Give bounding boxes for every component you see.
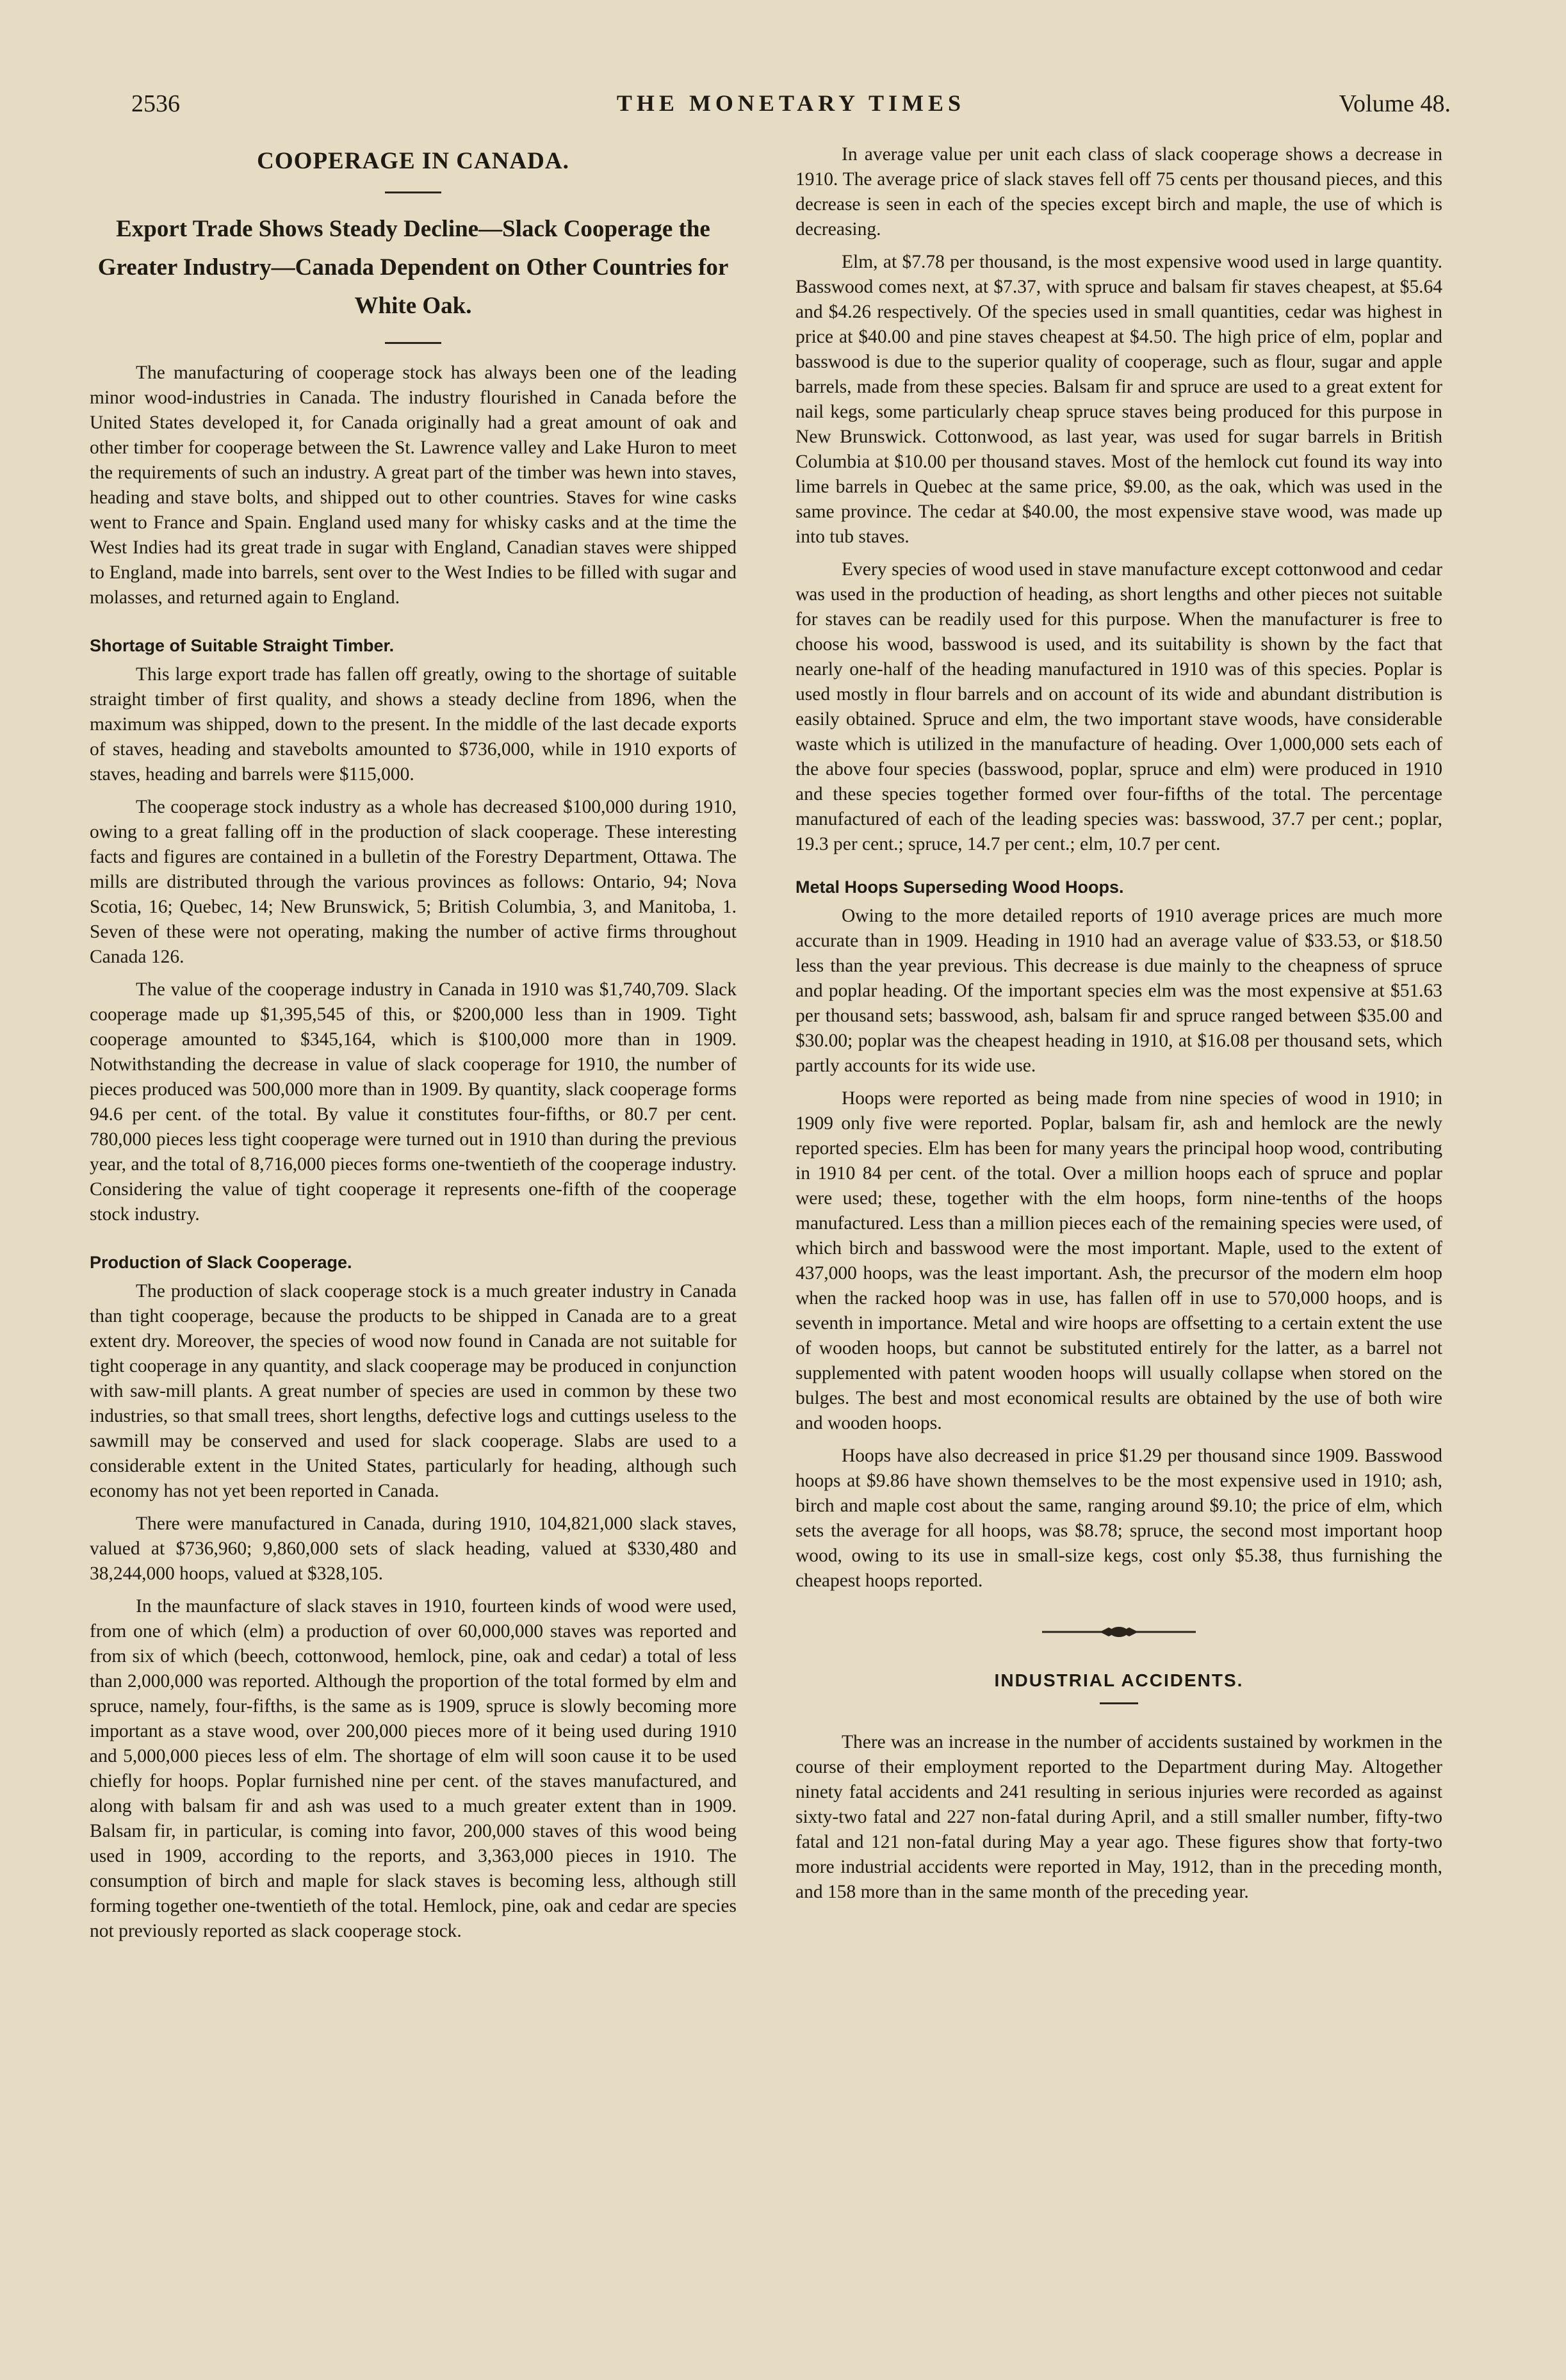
article-title: COOPERAGE IN CANADA. <box>257 148 569 174</box>
page-number: 2536 <box>131 90 180 117</box>
body-paragraph: In average value per unit each class of slack cooperage shows a decrease in 1910. The average price of slack staves fell off 75 cents per thousand pieces, and this decrease is seen in each of the species except birch and maple, the use of which is decreasing. <box>795 144 1442 240</box>
body-paragraph: Elm, at $7.78 per thousand, is the most expensive wood used in large quantity. Basswood comes next, at $7.37, with spruce and balsam fir staves cheapest, at $5.64 and $4.26 respectively. Of the species used in small quantities, cedar was highest in price at $40.00 and pine staves cheapest at $4.50. The high price of elm, poplar and basswood is due to the superior quality of cooperage, such as flour, sugar and apple barrels, made from these species. Balsam fir and spruce are used to a great extent for nail kegs, some particularly cheap spruce staves being produced for this purpose in New Brunswick. Cottonwood, as last year, was used for sugar barrels in British Columbia at $10.00 per thousand staves. Most of the hemlock cut found its way into lime barrels in Quebec at the same price, $9.00, as the oak, which was used in the same province. The cedar at $40.00, the most expensive stave wood, was made up into tub staves. <box>795 252 1442 547</box>
body-paragraph: The production of slack cooperage stock is a much greater industry in Canada than tight cooperage, because the products to be shipped in Canada are to a great extent dry. Moreover, the species of wood now found in Canada are not suitable for tight cooperage in any quantity, and slack cooperage may be produced in conjunction with saw-mill plants. A great number of species are used in common by these two industries, so that small trees, short lengths, defective logs and cuttings useless to the sawmill may be conserved and used for slack cooperage. Slabs are used to a considerable extent in the United States, particularly for heading, although such economy has not yet been reported in Canada. <box>90 1281 737 1501</box>
body-paragraph: This large export trade has fallen off greatly, owing to the shortage of suitable straight timber of first quality, and shows a steady decline from 1896, when the maximum was shipped, down to the present. In the middle of the last decade exports of staves, heading and stavebolts amounted to $736,000, while in 1910 exports of staves, heading and barrels were $115,000. <box>90 664 737 785</box>
section-heading: Metal Hoops Superseding Wood Hoops. <box>795 877 1124 897</box>
body-paragraph: Owing to the more detailed reports of 1910 average prices are much more accurate than in 1909. Heading in 1910 had an average value of $33.53, or $18.50 less than the year previous. This decrease is due mainly to the cheapness of spruce and poplar heading. Of the important species elm was the most expensive at $51.63 per thousand sets; basswood, ash, balsam fir and spruce ranged between $35.00 and $30.00; poplar was the cheapest heading in 1910, at $16.08 per thousand sets, which partly accounts for its wide use. <box>795 906 1442 1076</box>
article-deck: Export Trade Shows Steady Decline—Slack Cooperage the Greater Industry—Canada Dependent on Other Countries for White Oak. <box>97 216 729 319</box>
section-heading: Production of Slack Cooperage. <box>90 1253 352 1272</box>
volume-label: Volume 48. <box>1339 90 1451 117</box>
body-paragraph: Hoops were reported as being made from nine species of wood in 1910; in 1909 only five were reported. Poplar, balsam fir, ash and hemlock are the newly reported species. Elm has been for many years the principal hoop wood, contributing in 1910 84 per cent. of the total. Over a million hoops each of spruce and poplar were used; these, together with the elm hoops, form nine-tenths of the hoops manufactured. Less than a million pieces each of the remaining species were used, of which birch and basswood were the most important. Maple, used to the extent of 437,000 hoops, was the least important. Ash, the precursor of the modern elm hoop when the racked hoop was in use, has fallen off in use to 570,000 hoops, and is seventh in importance. Metal and wire hoops are offsetting to a certain extent the use of wooden hoops, but cannot be substituted entirely for the latter, as a barrel not supplemented with patent wooden hoops will usually collapse when stored on the bulges. The best and most economical results are obtained by the use of both wire and wooden hoops. <box>795 1088 1442 1433</box>
body-paragraph: In the maunfacture of slack staves in 1910, fourteen kinds of wood were used, from one of which (elm) a production of over 60,000,000 staves was reported and from six of which (beech, cottonwood, hemlock, pine, oak and cedar) a total of less than 2,000,000 was reported. Although the proportion of the total formed by elm and spruce, namely, four-fifths, is the same as is 1909, spruce is slowly becoming more important as a stave wood, over 200,000 pieces more of it being used during 1910 and 5,000,000 pieces less of elm. The shortage of elm will soon cause it to be used chiefly for hoops. Poplar furnished nine per cent. of the staves manufactured, and along with balsam fir and ash was used to a much greater extent than in 1909. Balsam fir, in particular, is coming into favor, 200,000 staves of this wood being used in 1909, according to the reports, and 3,363,000 pieces in 1910. The consumption of birch and maple for slack staves is becoming less, although still forming together one-twentieth of the total. Hemlock, pine, oak and cedar are species not previously reported as slack cooperage stock. <box>90 1596 737 1941</box>
intro-paragraph: The manufacturing of cooperage stock has always been one of the leading minor wood-industries in Canada. The industry flourished in Canada before the United States developed it, for Canada originally had a great amount of oak and other timber for cooperage between the St. Lawrence valley and Lake Huron to meet the requirements of such an industry. A great part of the timber was hewn into staves, heading and stave bolts, and shipped out to other countries. Staves for wine casks went to France and Spain. England used many for whisky casks and at the time the West Indies had its great trade in sugar with England, Canadian staves were shipped to England, made into barrels, sent over to the West Indies to be filled with sugar and molasses, and returned again to England. <box>90 363 737 608</box>
deck-rule <box>385 342 441 344</box>
body-paragraph: The value of the cooperage industry in Canada in 1910 was $1,740,709. Slack cooperage made up $1,395,545 of this, or $200,000 less than in 1909. Tight cooperage amounted to $345,164, which is $100,000 more than in 1909. Notwithstanding the decrease in value of slack cooperage for 1910, the number of pieces produced was 500,000 more than in 1909. By quantity, slack cooperage forms 94.6 per cent. of the total. By value it constitutes four-fifths, or 80.7 per cent. 780,000 pieces less tight cooperage were turned out in 1910 than during the previous year, and the total of 8,716,000 pieces forms one-twentieth of the cooperage industry. Considering the value of tight cooperage it represents one-fifth of the cooperage stock industry. <box>90 979 737 1225</box>
body-paragraph: Hoops have also decreased in price $1.29 per thousand since 1909. Basswood hoops at $9.86 have shown themselves to be the most expensive used in 1910; ash, birch and maple cost about the same, ranging around $9.10; the price of elm, which sets the average for all hoops, was $8.78; spruce, the second most important hoop wood, owing to its use in small-size kegs, cost only $5.38, thus furnishing the cheapest hoops reported. <box>795 1446 1442 1591</box>
section-title: INDUSTRIAL ACCIDENTS. <box>994 1670 1244 1690</box>
section-heading: Shortage of Suitable Straight Timber. <box>90 636 395 655</box>
body-paragraph: Every species of wood used in stave manufacture except cottonwood and cedar was used in the production of heading, as short lengths and other pieces not suitable for staves can be readily used for this purpose. When the manufacturer is free to choose his wood, basswood is used, and its suitability is shown by the fact that nearly one-half of the heading manufactured in 1910 was of this species. Poplar is used mostly in flour barrels and on account of its wide and abundant distribution is easily obtained. Spruce and elm, the two important stave woods, have considerable waste which is utilized in the manufacture of heading. Over 1,000,000 sets each of the above four species (basswood, poplar, spruce and elm) were produced in 1910 and these species together formed over four-fifths of the total. The percentage manufactured of each of the leading species was: basswood, 37.7 per cent.; poplar, 19.3 per cent.; spruce, 14.7 per cent.; elm, 10.7 per cent. <box>795 559 1442 854</box>
body-paragraph: There were manufactured in Canada, during 1910, 104,821,000 slack staves, valued at $736,960; 9,860,000 sets of slack heading, valued at $330,480 and 38,244,000 hoops, valued at $328,105. <box>90 1513 737 1584</box>
title-rule <box>385 192 441 193</box>
running-head <box>131 90 1451 128</box>
publication-title: THE MONETARY TIMES <box>616 90 966 116</box>
left-column <box>90 142 737 1944</box>
right-column <box>795 142 1442 1905</box>
body-paragraph: There was an increase in the number of accidents sustained by workmen in the course of their employment reported to the Department during May. Altogether ninety fatal accidents and 241 resulting in serious injuries were recorded as against sixty-two fatal and 227 non-fatal during April, and a still smaller number, fifty-two fatal and 121 non-fatal during May a year ago. These figures show that forty-two more industrial accidents were reported in May, 1912, than in the preceding month, and 158 more than in the same month of the preceding year. <box>795 1732 1442 1902</box>
section-rule <box>1100 1702 1138 1704</box>
body-paragraph: The cooperage stock industry as a whole has decreased $100,000 during 1910, owing to a great falling off in the production of slack cooperage. These interesting facts and figures are contained in a bulletin of the Forestry Department, Ottawa. The mills are distributed through the various provinces as follows: Ontario, 94; Nova Scotia, 16; Quebec, 14; New Brunswick, 5; British Columbia, 3, and Manitoba, 1. Seven of these were not operating, making the number of active firms throughout Canada 126. <box>90 797 737 967</box>
ornament-divider-icon <box>1042 1624 1196 1640</box>
